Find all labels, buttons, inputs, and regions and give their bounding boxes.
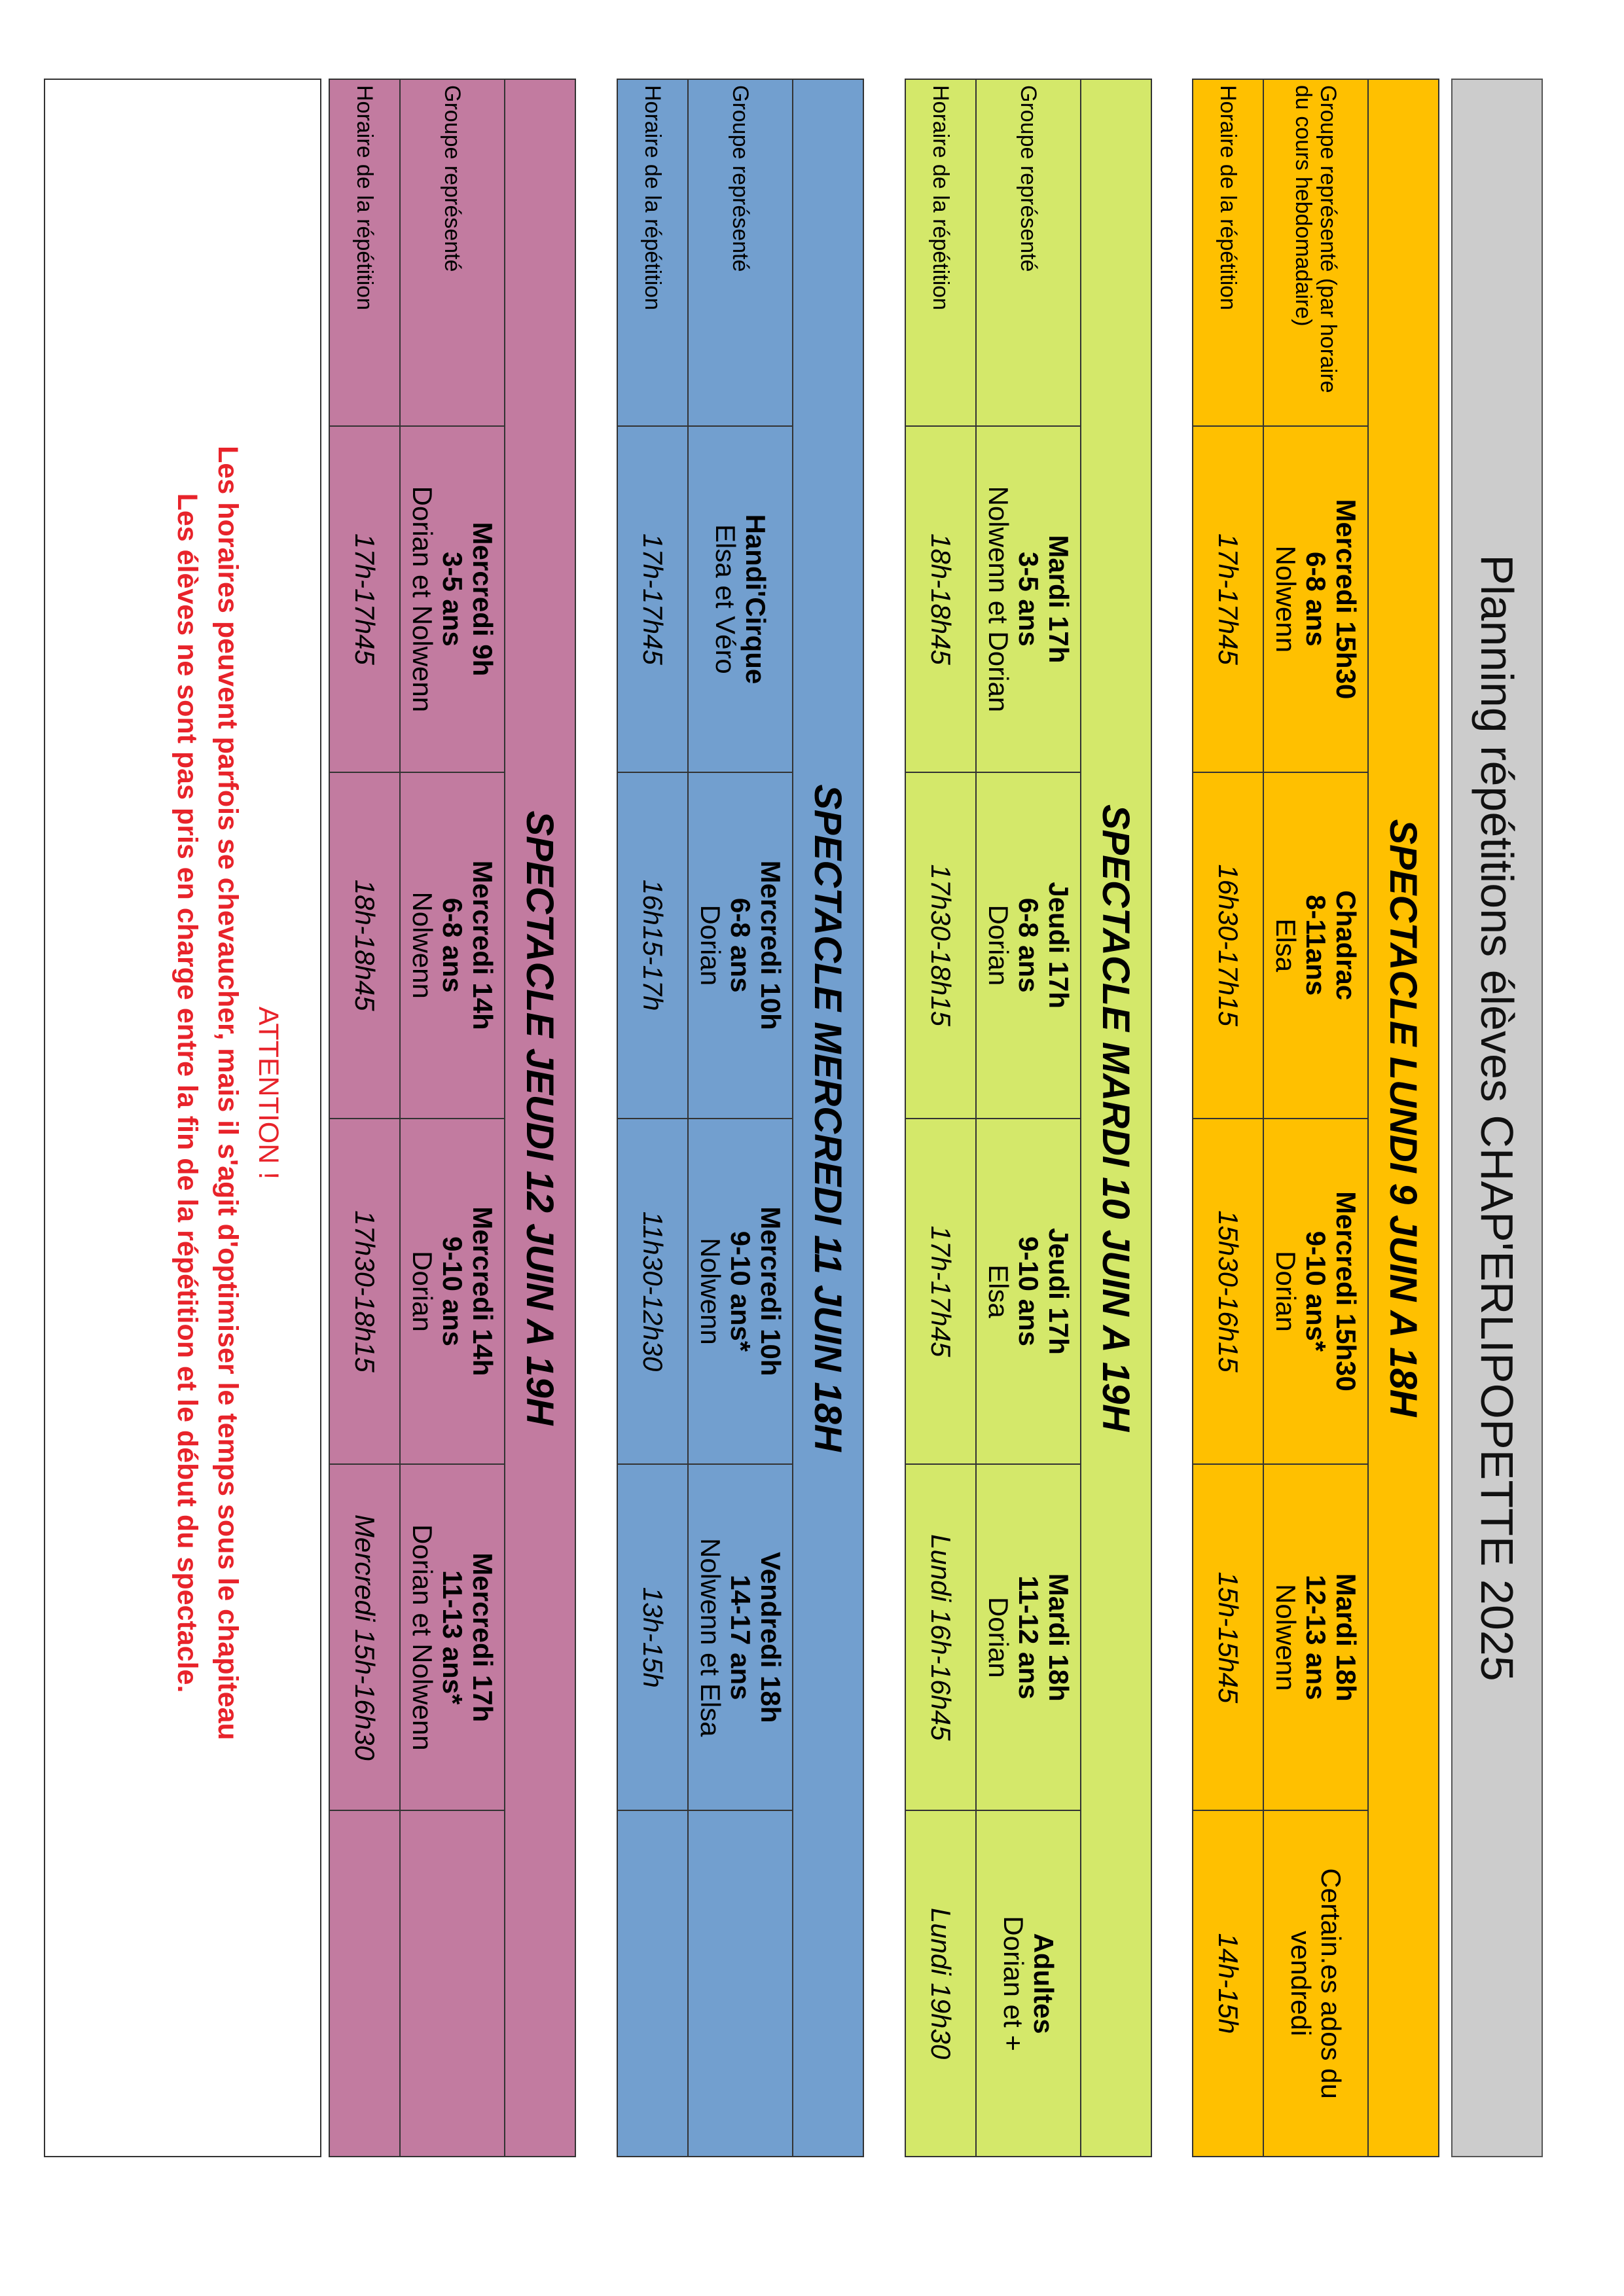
group-cell	[688, 1464, 793, 1810]
time-cell: 16h15-17h	[617, 772, 688, 1119]
time-cell: 17h-17h45	[905, 1119, 976, 1465]
schedule-table	[905, 79, 1152, 2157]
group-l3: Nolwenn et Elsa	[695, 1538, 726, 1737]
row-label-time: Horaire de la répétition	[617, 79, 688, 426]
group-cell	[976, 1464, 1081, 1810]
empty-cell	[688, 1810, 793, 2157]
spectacle-heading: SPECTACLE MARDI 10 JUIN A 19H	[1081, 79, 1151, 2157]
row-label-time: Horaire de la répétition	[1193, 79, 1263, 426]
notice-line-2: Les horaires peuvent parfois se chevaucher, mais il s'agit d'optimiser le temps sous le chapiteau	[212, 446, 244, 1740]
time-cell: 17h30-18h15	[905, 772, 976, 1119]
row-label-time: Horaire de la répétition	[329, 79, 400, 426]
group-cell	[688, 1119, 793, 1465]
spectacle-heading: SPECTACLE LUNDI 9 JUIN A 18H	[1368, 79, 1439, 2157]
group-cell	[400, 1119, 505, 1465]
time-cell: 17h-17h45	[329, 426, 400, 772]
group-l2: 3-5 ans	[1013, 552, 1044, 647]
group-l1: Mardi 18h	[1331, 1573, 1362, 1702]
group-l1: Mercredi 15h30	[1331, 1191, 1362, 1391]
group-l1: Jeudi 17h	[1043, 1228, 1074, 1355]
time-cell: 16h30-17h15	[1193, 772, 1263, 1119]
group-l1: Mercredi 10h	[755, 1206, 786, 1376]
time-cell: 15h30-16h15	[1193, 1119, 1263, 1465]
row-label-group: Groupe représenté	[688, 79, 793, 426]
time-cell: 17h30-18h15	[329, 1119, 400, 1465]
spectacle-block	[329, 79, 576, 2157]
group-l2: 9-10 ans*	[1301, 1230, 1331, 1352]
schedule-table	[329, 79, 576, 2157]
group-cell	[976, 772, 1081, 1119]
time-cell: 15h-15h45	[1193, 1464, 1263, 1810]
group-l3: Dorian	[695, 905, 726, 986]
group-l3: Dorian	[1271, 1251, 1301, 1332]
group-l3: Dorian et Nolwenn	[407, 1524, 438, 1751]
group-cell	[976, 426, 1081, 772]
time-cell: 13h-15h	[617, 1464, 688, 1810]
group-l2: 6-8 ans	[1013, 897, 1044, 993]
group-l2: 11-13 ans*	[437, 1570, 468, 1705]
group-l3: Nolwenn et Dorian	[983, 486, 1014, 713]
time-cell: 14h-15h	[1193, 1810, 1263, 2157]
group-l3: Dorian	[983, 905, 1014, 986]
row-label-group: Groupe représenté	[400, 79, 505, 426]
group-cell	[976, 1119, 1081, 1465]
time-cell: 11h30-12h30	[617, 1119, 688, 1465]
group-l2: 9-10 ans	[1013, 1236, 1044, 1347]
group-cell	[1263, 772, 1368, 1119]
group-l2: 6-8 ans	[725, 897, 756, 993]
group-l1: Mardi 17h	[1043, 535, 1074, 664]
group-l3: Elsa	[1271, 918, 1301, 973]
group-l3: Dorian	[407, 1251, 438, 1332]
group-l2: 12-13 ans	[1301, 1575, 1331, 1700]
group-cell	[400, 772, 505, 1119]
group-l2: 6-8 ans	[1301, 552, 1331, 647]
spectacle-block	[617, 79, 864, 2157]
schedule-table	[1192, 79, 1439, 2157]
group-cell	[688, 426, 793, 772]
empty-cell	[400, 1810, 505, 2157]
group-l1: Chadrac	[1331, 890, 1362, 1001]
spectacle-block	[1192, 79, 1439, 2157]
group-l1: Mercredi 17h	[467, 1552, 498, 1723]
group-l1: Jeudi 17h	[1043, 882, 1074, 1009]
group-l2: 14-17 ans	[725, 1575, 756, 1700]
group-l1: Mercredi 14h	[467, 1206, 498, 1376]
attention-notice	[66, 308, 289, 1878]
group-l1: Adultes	[1028, 1933, 1059, 2034]
group-l1: Mercredi 9h	[467, 522, 498, 677]
time-cell: 17h-17h45	[1193, 426, 1263, 772]
group-cell	[1263, 1810, 1368, 2157]
group-l2: 11-12 ans	[1013, 1575, 1044, 1700]
group-l3: Nolwenn	[695, 1238, 726, 1345]
group-cell	[1263, 1464, 1368, 1810]
empty-cell	[329, 1810, 400, 2157]
group-l2: 3-5 ans	[437, 552, 468, 647]
group-cell	[976, 1810, 1081, 2157]
notice-line-1: ATTENTION !	[253, 1006, 284, 1180]
group-l3: Nolwenn	[1271, 1584, 1301, 1691]
group-l1: Mercredi 10h	[755, 860, 786, 1030]
group-l3: Certain.es ados du vendredi	[1286, 1868, 1346, 2099]
group-l3: Nolwenn	[407, 891, 438, 999]
time-cell: 18h-18h45	[905, 426, 976, 772]
time-cell: 18h-18h45	[329, 772, 400, 1119]
group-l3: Elsa	[983, 1265, 1014, 1318]
group-cell	[400, 1464, 505, 1810]
spectacle-block	[905, 79, 1152, 2157]
group-cell	[400, 426, 505, 772]
page-title-bar	[1451, 79, 1543, 2157]
empty-cell	[617, 1810, 688, 2157]
group-cell	[688, 772, 793, 1119]
group-l1: Mercredi 14h	[467, 860, 498, 1030]
group-l1: Mardi 18h	[1043, 1573, 1074, 1702]
schedule-table	[617, 79, 864, 2157]
time-cell: Mercredi 15h-16h30	[329, 1464, 400, 1810]
time-cell: Lundi 19h30	[905, 1810, 976, 2157]
group-l3: Elsa et Véro	[710, 524, 741, 674]
row-label-group: Groupe représenté (par horaire du cours hebdomadaire)	[1263, 79, 1368, 426]
row-label-time: Horaire de la répétition	[905, 79, 976, 426]
group-l2: 9-10 ans*	[725, 1230, 756, 1352]
group-l2: 9-10 ans	[437, 1236, 468, 1347]
group-l3: Nolwenn	[1271, 545, 1301, 653]
notice-line-3: Les élèves ne sont pas pris en charge entre la fin de la répétition et le début du spectacle.	[171, 493, 203, 1693]
group-l1: Mercredi 15h30	[1331, 499, 1362, 700]
group-l3: Dorian	[983, 1596, 1014, 1678]
group-l1: Handi'Cirque	[740, 514, 771, 685]
time-cell: 17h-17h45	[617, 426, 688, 772]
spectacle-heading: SPECTACLE MERCREDI 11 JUIN 18H	[793, 79, 863, 2157]
group-l3: Dorian et +	[998, 1916, 1029, 2051]
group-l1: Vendredi 18h	[755, 1552, 786, 1723]
spectacle-heading: SPECTACLE JEUDI 12 JUIN A 19H	[505, 79, 575, 2157]
page-title: Planning répétitions élèves CHAP'ERLIPOPETTE 2025	[1471, 554, 1523, 1681]
group-l2: 8-11ans	[1301, 895, 1331, 996]
row-label-group: Groupe représenté	[976, 79, 1081, 426]
time-cell: Lundi 16h-16h45	[905, 1464, 976, 1810]
group-cell	[1263, 1119, 1368, 1465]
group-l2: 6-8 ans	[437, 897, 468, 993]
group-cell	[1263, 426, 1368, 772]
group-l3: Dorian et Nolwenn	[407, 486, 438, 713]
